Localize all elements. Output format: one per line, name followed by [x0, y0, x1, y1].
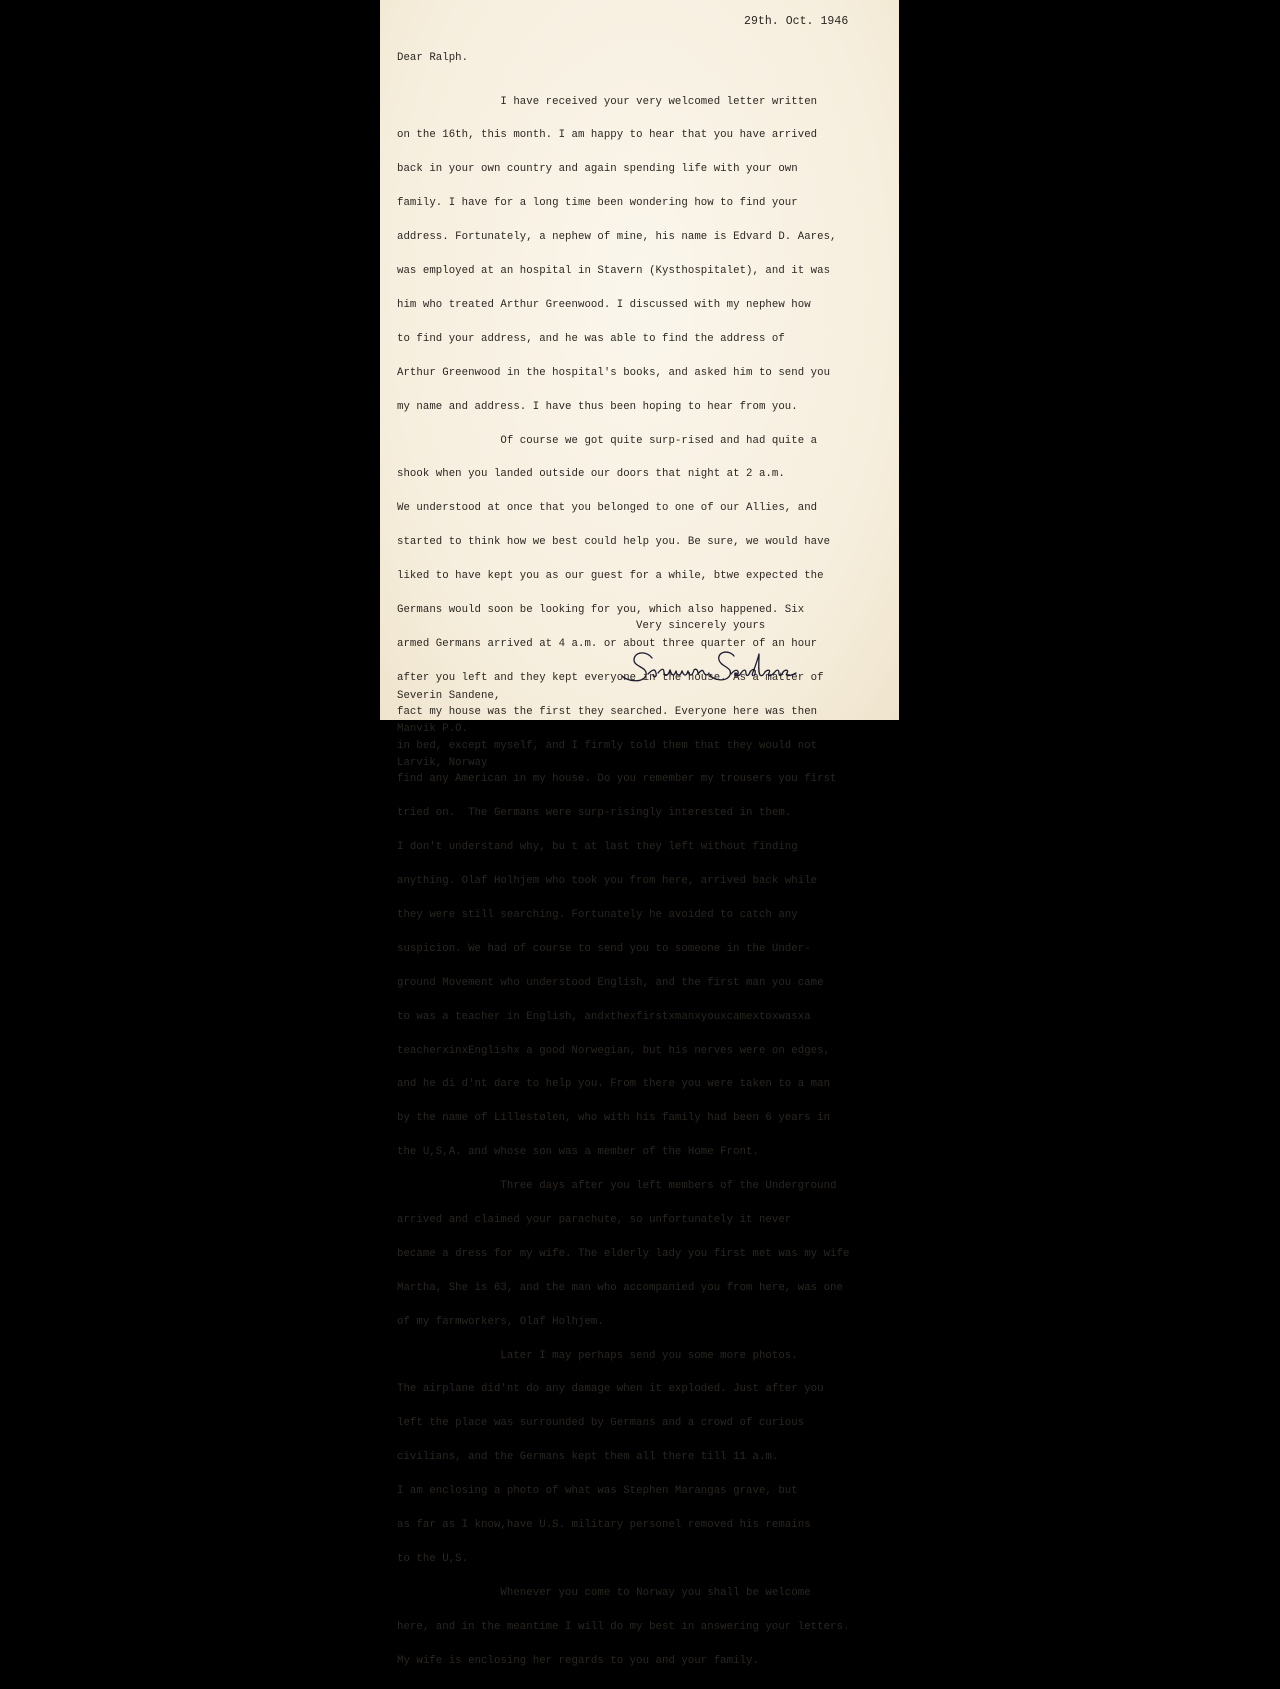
- body-line: address. Fortunately, a nephew of mine, his name is Edvard D. Aares,: [397, 231, 837, 244]
- body-line: We understood at once that you belonged to one of our Allies, and: [397, 502, 818, 515]
- body-line: him who treated Arthur Greenwood. I discussed with my nephew how: [397, 298, 811, 311]
- body-line: by the name of Lillestølen, who with his family had been 6 years in: [397, 1112, 831, 1125]
- body-line: the U,S,A. and whose son was a member of the Home Front.: [397, 1146, 759, 1159]
- letter-date: 29th. Oct. 1946: [744, 15, 849, 28]
- body-line: became a dress for my wife. The elderly lady you first met was my wife: [397, 1247, 850, 1260]
- sender-address-line: Manvik P.O.: [397, 723, 469, 736]
- body-line: fact my house was the first they searched. Everyone here was then: [397, 705, 818, 718]
- body-line: to was a teacher in English, andxthexfirstxmanxyouxcamextoxwasxa: [397, 1010, 811, 1023]
- letter-page: [380, 0, 899, 1667]
- body-line: and he di d'nt dare to help you. From there you were taken to a man: [397, 1078, 831, 1091]
- body-line: ground Movement who understood English, and the first man you came: [397, 976, 824, 989]
- sender-address: [397, 668, 500, 792]
- body-line: after you left and they kept everyone in the house. As a matter of: [397, 671, 824, 684]
- salutation: Dear Ralph.: [397, 52, 469, 64]
- body-line: of my farmworkers, Olaf Holhjem.: [397, 1315, 604, 1328]
- body-line: my name and address. I have thus been hoping to hear from you.: [397, 400, 798, 413]
- body-line: left the place was surrounded by Germans and a crowd of curious: [397, 1417, 805, 1430]
- body-line: to the U,S.: [397, 1552, 469, 1565]
- body-line: Germans would soon be looking for you, which also happened. Six: [397, 603, 805, 616]
- body-line: I have received your very welcomed letter written: [397, 95, 818, 108]
- body-line: anything. Olaf Holhjem who took you from here, arrived back while: [397, 875, 818, 888]
- body-line: liked to have kept you as our guest for a while, btwe expected the: [397, 570, 824, 583]
- body-line: Whenever you come to Norway you shall be welcome: [397, 1586, 811, 1599]
- letter-body: [397, 74, 849, 1689]
- body-line: in bed, except myself, and I firmly told them that they would not: [397, 739, 818, 752]
- body-line: The airplane did'nt do any damage when it exploded. Just after you: [397, 1383, 824, 1396]
- body-line: I don't understand why, bu t at last they left without finding: [397, 841, 798, 854]
- body-line: suspicion. We had of course to send you to someone in the Under-: [397, 942, 811, 955]
- handwritten-signature: [618, 640, 808, 690]
- body-line: here, and in the meantime I will do my best in answering your letters.: [397, 1620, 850, 1633]
- body-line: civilians, and the Germans kept them all there till 11 a.m.: [397, 1451, 779, 1464]
- body-line: teacherxinxEnglishx a good Norwegian, but his nerves were on edges,: [397, 1044, 831, 1057]
- body-line: tried on. The Germans were surp-risingly interested in them.: [397, 807, 792, 820]
- body-line: on the 16th, this month. I am happy to hear that you have arrived: [397, 129, 818, 142]
- sender-address-line: Larvik, Norway: [397, 757, 488, 770]
- body-line: shook when you landed outside our doors that night at 2 a.m.: [397, 468, 785, 481]
- body-line: started to think how we best could help you. Be sure, we would have: [397, 536, 831, 549]
- closing: Very sincerely yours: [636, 620, 766, 632]
- body-line: Of course we got quite surp-rised and had quite a: [397, 434, 818, 447]
- body-line: they were still searching. Fortunately he avoided to catch any: [397, 908, 798, 921]
- body-line: back in your own country and again spending life with your own: [397, 163, 798, 176]
- body-line: was employed at an hospital in Stavern (Kysthospitalet), and it was: [397, 265, 831, 278]
- body-line: Three days after you left members of the Underground: [397, 1180, 837, 1193]
- body-line: Arthur Greenwood in the hospital's books, and asked him to send you: [397, 366, 831, 379]
- body-line: I am enclosing a photo of what was Stephen Marangas grave, but: [397, 1485, 798, 1498]
- body-line: Martha, She is 63, and the man who accompanied you from here, was one: [397, 1281, 843, 1294]
- sender-name: Severin Sandene,: [397, 689, 501, 702]
- body-line: Later I may perhaps send you some more photos.: [397, 1349, 798, 1362]
- body-line: armed Germans arrived at 4 a.m. or about three quarter of an hour: [397, 637, 818, 650]
- body-line: My wife is enclosing her regards to you and your family.: [397, 1654, 759, 1667]
- body-line: as far as I know,have U.S. military personel removed his remains: [397, 1519, 811, 1531]
- body-line: family. I have for a long time been wondering how to find your: [397, 197, 798, 210]
- body-line: arrived and claimed your parachute, so unfortunately it never: [397, 1213, 792, 1226]
- body-line: find any American in my house. Do you remember my trousers you first: [397, 773, 837, 786]
- body-line: to find your address, and he was able to find the address of: [397, 332, 785, 345]
